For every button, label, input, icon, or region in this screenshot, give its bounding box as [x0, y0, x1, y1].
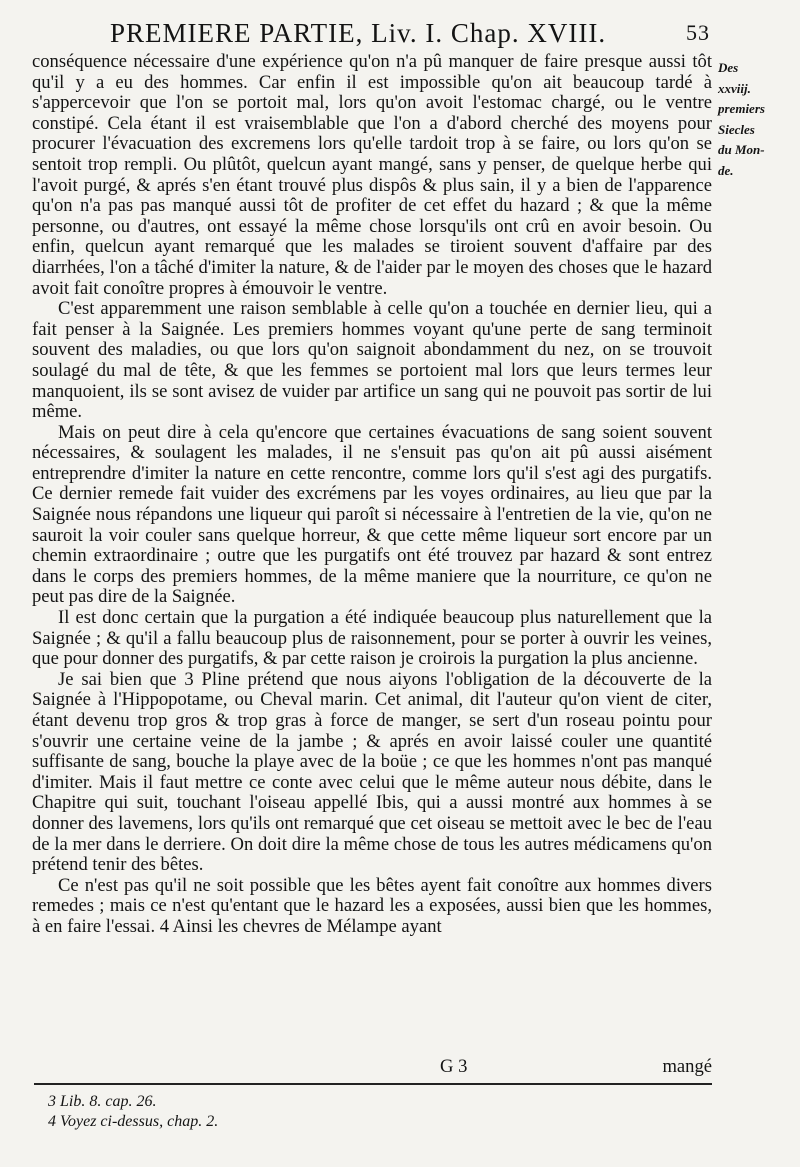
- margin-note: Des xxviij. premiers Siecles du Mon- de.: [718, 60, 765, 178]
- body-text: [32, 52, 712, 938]
- signature-mark: G 3: [440, 1056, 468, 1077]
- footnote: 4 Voyez ci-dessus, chap. 2.: [48, 1113, 219, 1130]
- footnote-rule: [34, 1083, 712, 1085]
- footnote: 3 Lib. 8. cap. 26.: [48, 1093, 157, 1110]
- running-header: [110, 18, 710, 52]
- paragraph: C'est apparemment une raison semblable à celle qu'on a touchée en dernier lieu, qui a fait penser à la Saignée. Les premiers hommes voyant qu'une perte de sang terminoit souvent des maladies, ou que lors qu'on saignoit abondamment du nez, on se trouvoit soulagé du mal de tête, & que les femmes se portoient mal lors que leurs termes leur manquoient, ils se sont avisez de vuider par artifice un sang qui ne pouvoit pas sortir de lui même.: [32, 298, 712, 423]
- page-number: 53: [686, 20, 710, 45]
- catch-line: [32, 1056, 712, 1080]
- paragraph: Je sai bien que 3 Pline prétend que nous aiyons l'obligation de la découverte de la Saignée à l'Hippopotame, ou Cheval marin. Cet animal, dit l'auteur qu'on vient de citer, étant devenu trop gros & trop gras à force de manger, se sert d'un roseau pointu pour s'ouvrir une certaine veine de la jambe ; & aprés en avoir laissé couler une quantité suffisante de sang, bouche la playe avec de la boüe ; ce que les hommes n'ont pas manqué d'imiter. Mais il faut mettre ce conte avec celui que le même auteur nous débite, dans le Chapitre qui suit, touchant l'oiseau appellé Ibis, qui a aussi montré aux hommes à se donner des lavemens, lors qu'ils ont remarqué que cet oiseau se mettoit avec le bec de l'eau de la mer dans le derriere. On doit dire la même chose de tous les autres médicamens qu'on prétend tenir des bêtes.: [32, 668, 712, 876]
- paragraph: conséquence nécessaire d'une expérience qu'on n'a pû manquer de faire presque aussi tôt qu'il y a eu des hommes. Car enfin il est impossible qu'on ait beaucoup tardé à s'appercevoir que l'on se portoit mal, lors qu'on avoit l'estomac chargé, ou le ventre constipé. Cela étant il est vraisemblable que l'on a d'abord cherché des moyens pour procurer l'évacuation des excremens lors qu'elle tardoit trop à se faire, ou lors qu'on se sentoit trop rempli. Ou plûtôt, quelcun ayant mangé, sans y penser, de quelque herbe qui l'avoit purgé, & aprés s'en étant trouvé plus dispôs & plus sain, il y a bien de l'apparence qu'on n'a pas pas manqué aussi tôt de profiter de cet effet du hazard ; & que la même personne, ou d'autres, ont essayé la même chose lorsqu'ils ont crû en avoir besoin. Ou enfin, quelcun ayant remarqué que les malades se tiroient souvent d'affaire par des diarrhées, l'on a tâché d'imiter la nature, & de l'aider par le moyen des choses que le hazard avoit fait conoître propres à émouvoir le ventre.: [32, 51, 712, 299]
- paragraph: Il est donc certain que la purgation a été indiquée beaucoup plus naturellement que la Saignée ; & qu'il a fallu beaucoup plus de raisonnement, pour se porter à ouvrir les veines, que pour donner des purgatifs, & par cette raison je croirois la purgation la plus ancienne.: [32, 607, 712, 670]
- running-title: PREMIERE PARTIE, Liv. I. Chap. XVIII.: [110, 18, 607, 48]
- catchword: mangé: [662, 1056, 712, 1077]
- paragraph: Mais on peut dire à cela qu'encore que certaines évacuations de sang soient souvent nécessaires, & soulagent les malades, il ne s'ensuit pas qu'on ait pû aussi aisément entreprendre d'imiter la nature en cette rencontre, comme lors qu'il s'est agi des purgatifs. Ce dernier remede fait vuider des excrémens par les voyes ordinaires, au lieu que par la Saignée nous répandons une liqueur qui paroît si nécessaire à l'entretien de la vie, qu'on ne sauroit la voir couler sans quelque horreur, & que cette même liqueur sort encore par un chemin extraordinaire ; outre que les purgatifs ont été trouvez par hazard & sont entrez dans le corps des premiers hommes, de la même maniere que la nourriture, ce qu'on ne peut pas dire de la Saignée.: [32, 421, 712, 608]
- paragraph: Ce n'est pas qu'il ne soit possible que les bêtes ayent fait conoître aux hommes divers remedes ; mais ce n'est qu'entant que le hazard les a exposées, aussi bien que les hommes, à en faire l'essai. 4 Ainsi les chevres de Mélampe ayant: [32, 874, 712, 937]
- footnotes: [48, 1092, 548, 1132]
